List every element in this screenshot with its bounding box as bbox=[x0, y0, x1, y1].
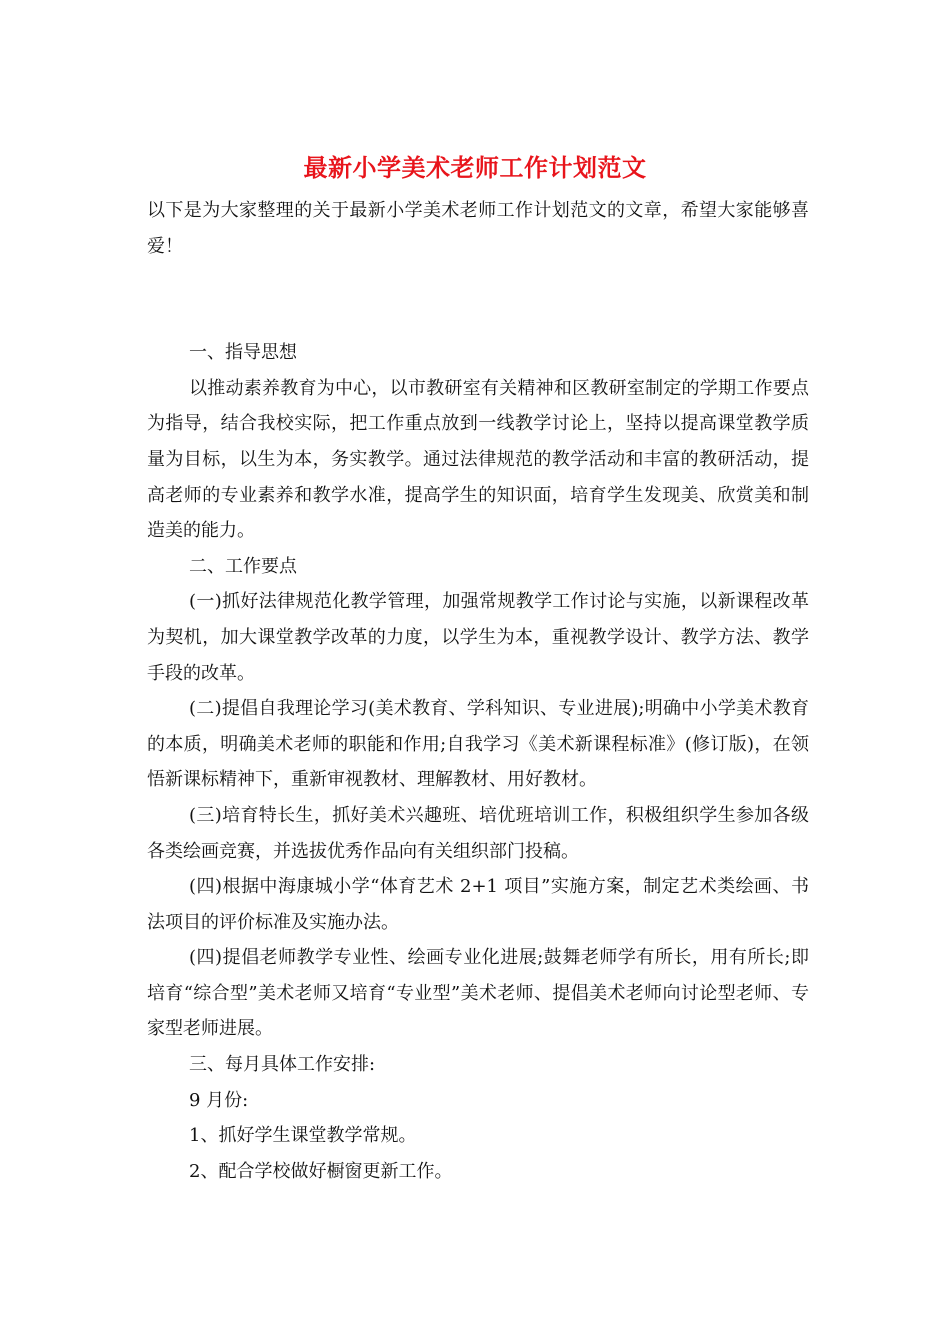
section-heading-monthly-plan: 三、每月具体工作安排: bbox=[189, 1054, 376, 1076]
guiding-ideology-paragraph: 以推动素养教育为中心，以市教研室有关精神和区教研室制定的学期工作要点为指导，结合我校实际，把工作重点放到一线教学讨论上，坚持以提高课堂教学质量为目标，以生为本，务实教学。通过法律规范的教学活动和丰富的教研活动，提高老师的专业素养和教学水准，提高学生的知识面，培育学生发现美、欣赏美和制造美的能力。 bbox=[147, 377, 809, 542]
month-task-item: 1、抓好学生课堂教学常规。 bbox=[189, 1125, 417, 1147]
intro-paragraph: 以下是为大家整理的关于最新小学美术老师工作计划范文的文章，希望大家能够喜爱！ bbox=[147, 200, 809, 257]
section-heading-work-points: 二、工作要点 bbox=[189, 555, 297, 577]
paragraph-gap bbox=[147, 264, 809, 335]
document-title: 最新小学美术老师工作计划范文 bbox=[303, 153, 647, 182]
section-heading-guiding-ideology: 一、指导思想 bbox=[189, 342, 297, 364]
work-point-item: (三)培育特长生，抓好美术兴趣班、培优班培训工作，积极组织学生参加各级各类绘画竞赛，并选拔优秀作品向有关组织部门投稿。 bbox=[147, 804, 809, 862]
document-body bbox=[147, 193, 809, 1189]
work-point-item: (一)抓好法律规范化教学管理，加强常规教学工作讨论与实施，以新课程改革为契机，加大课堂教学改革的力度，以学生为本，重视教学设计、教学方法、教学手段的改革。 bbox=[147, 591, 809, 684]
work-point-item: (二)提倡自我理论学习(美术教育、学科知识、专业进展);明确中小学美术教育的本质，明确美术老师的职能和作用;自我学习《美术新课程标准》(修订版)，在领悟新课标精神下，重新审视教材、理解教材、用好教材。 bbox=[147, 698, 809, 791]
work-point-item: (四)根据中海康城小学“体育艺术 2+1 项目”实施方案，制定艺术类绘画、书法项目的评价标准及实施办法。 bbox=[147, 876, 809, 933]
work-point-item: (四)提倡老师教学专业性、绘画专业化进展;鼓舞老师学有所长，用有所长;即培育“综合型”美术老师又培育“专业型”美术老师、提倡美术老师向讨论型老师、专家型老师进展。 bbox=[147, 947, 809, 1040]
month-label: 9 月份: bbox=[189, 1089, 249, 1111]
month-task-item: 2、配合学校做好橱窗更新工作。 bbox=[189, 1160, 453, 1182]
